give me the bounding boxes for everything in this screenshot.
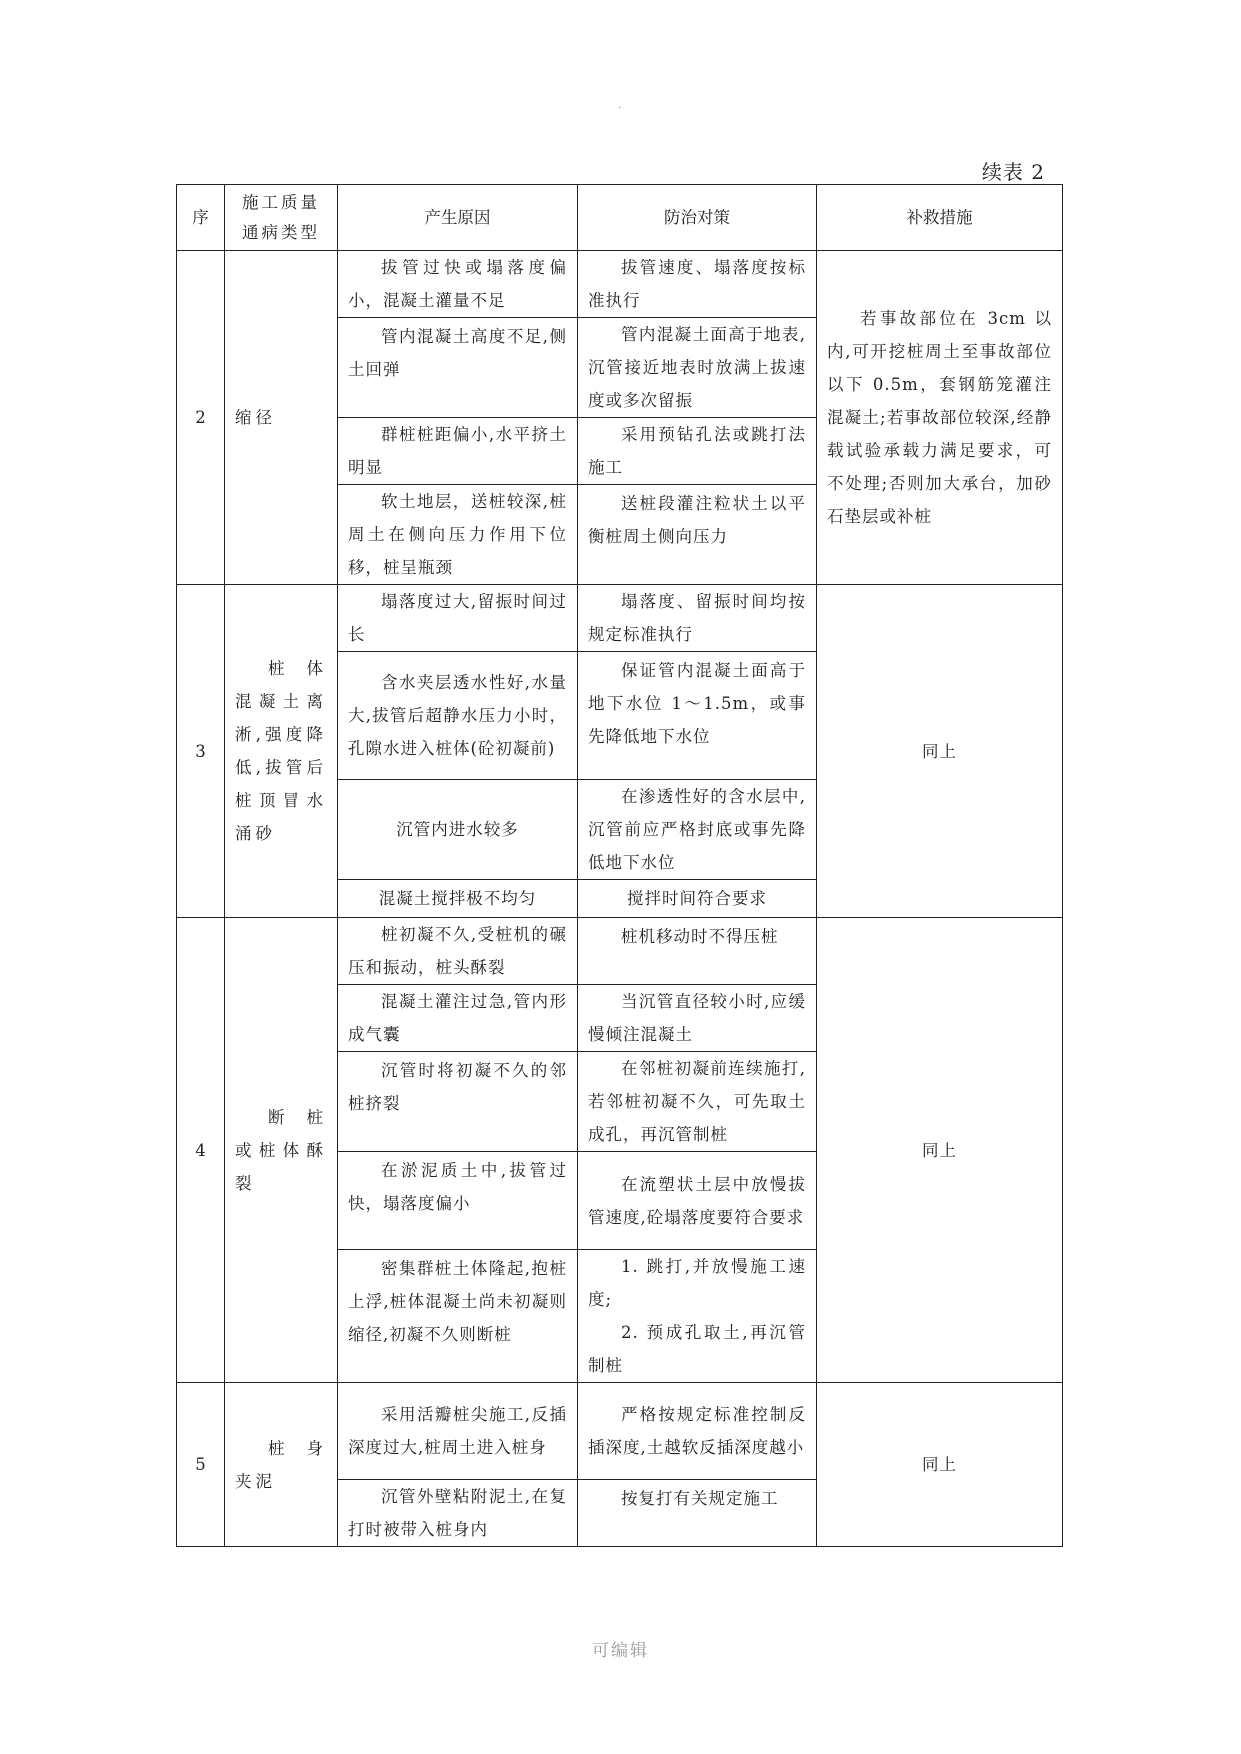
header-no: 序 — [177, 185, 225, 251]
measure-cell: 保证管内混凝土面高于地下水位 1～1.5m，或事先降低地下水位 — [578, 652, 817, 780]
row-number: 2 — [177, 251, 225, 585]
header-measure: 防治对策 — [578, 185, 817, 251]
cause-cell: 沉管外壁粘附泥土,在复打时被带入桩身内 — [338, 1480, 578, 1547]
cause-cell: 群桩桩距偏小,水平挤土明显 — [338, 418, 578, 485]
table-row — [177, 918, 1063, 985]
cause-cell: 含水夹层透水性好,水量大,拔管后超静水压力小时，孔隙水进入桩体(砼初凝前) — [338, 652, 578, 780]
cause-cell: 沉管时将初凝不久的邻桩挤裂 — [338, 1052, 578, 1152]
measure-cell: 管内混凝土面高于地表,沉管接近地表时放满上拔速度或多次留振 — [578, 318, 817, 418]
cause-cell: 密集群桩土体隆起,抱桩上浮,桩体混凝土尚未初凝则缩径,初凝不久则断桩 — [338, 1250, 578, 1383]
measure-cell: 在邻桩初凝前连续施打,若邻桩初凝不久，可先取土成孔，再沉管制桩 — [578, 1052, 817, 1152]
remedy-cell: 同上 — [817, 585, 1063, 918]
cause-cell: 拔管过快或塌落度偏小，混凝土灌量不足 — [338, 251, 578, 318]
header-type: 施工质量通病类型 — [225, 185, 338, 251]
cause-cell: 采用活瓣桩尖施工,反插深度过大,桩周土进入桩身 — [338, 1383, 578, 1480]
measure-cell: 当沉管直径较小时,应缓慢倾注混凝土 — [578, 985, 817, 1052]
defect-table — [176, 184, 1063, 1547]
cause-cell: 塌落度过大,留振时间过长 — [338, 585, 578, 652]
measure-cell — [578, 1250, 817, 1383]
measure-cell: 按复打有关规定施工 — [578, 1480, 817, 1547]
row-number: 3 — [177, 585, 225, 918]
page-top-mark: . — [618, 100, 622, 111]
cause-cell: 混凝土搅拌极不均匀 — [338, 880, 578, 918]
cause-cell: 桩初凝不久,受桩机的碾压和振动，桩头酥裂 — [338, 918, 578, 985]
defect-type: 桩体混凝土离淅,强度降低,拔管后桩顶冒水涌砂 — [225, 585, 338, 918]
cause-cell: 软土地层，送桩较深,桩周土在侧向压力作用下位移，桩呈瓶颈 — [338, 485, 578, 585]
page-footer: 可编辑 — [592, 1641, 649, 1661]
measure-cell: 在渗透性好的含水层中,沉管前应严格封底或事先降低地下水位 — [578, 780, 817, 880]
cause-cell: 管内混凝土高度不足,侧土回弹 — [338, 318, 578, 418]
table-row — [177, 585, 1063, 652]
table-row — [177, 1383, 1063, 1480]
cause-cell: 在淤泥质土中,拔管过快，塌落度偏小 — [338, 1152, 578, 1250]
measure-cell: 塌落度、留振时间均按规定标准执行 — [578, 585, 817, 652]
table-caption: 续表 2 — [981, 160, 1045, 184]
cause-cell: 混凝土灌注过急,管内形成气囊 — [338, 985, 578, 1052]
measure-cell: 严格按规定标准控制反插深度,土越软反插深度越小 — [578, 1383, 817, 1480]
header-row — [177, 185, 1063, 251]
row-number: 5 — [177, 1383, 225, 1547]
defect-type: 缩径 — [225, 251, 338, 585]
defect-type: 断桩或桩体酥裂 — [225, 918, 338, 1383]
measure-cell: 送桩段灌注粒状土以平衡桩周土侧向压力 — [578, 485, 817, 585]
remedy-cell: 若事故部位在 3cm 以内,可开挖桩周土至事故部位以下 0.5m，套钢筋笼灌注混凝土;若事故部位较深,经静载试验承载力满足要求，可不处理;否则加大承台，加砂石垫层或补桩 — [817, 251, 1063, 585]
header-remedy: 补救措施 — [817, 185, 1063, 251]
defect-type: 桩身夹泥 — [225, 1383, 338, 1547]
remedy-cell: 同上 — [817, 918, 1063, 1383]
measure-line: 2. 预成孔取土,再沉管制桩 — [588, 1323, 806, 1375]
header-cause: 产生原因 — [338, 185, 578, 251]
measure-cell: 搅拌时间符合要求 — [578, 880, 817, 918]
measure-cell: 拔管速度、塌落度按标准执行 — [578, 251, 817, 318]
measure-cell: 采用预钻孔法或跳打法施工 — [578, 418, 817, 485]
cause-cell: 沉管内进水较多 — [338, 780, 578, 880]
table-row — [177, 251, 1063, 318]
measure-line: 1. 跳打,并放慢施工速度; — [588, 1257, 806, 1309]
measure-cell: 在流塑状土层中放慢拔管速度,砼塌落度要符合要求 — [578, 1152, 817, 1250]
row-number: 4 — [177, 918, 225, 1383]
measure-cell: 桩机移动时不得压桩 — [578, 918, 817, 985]
remedy-cell: 同上 — [817, 1383, 1063, 1547]
